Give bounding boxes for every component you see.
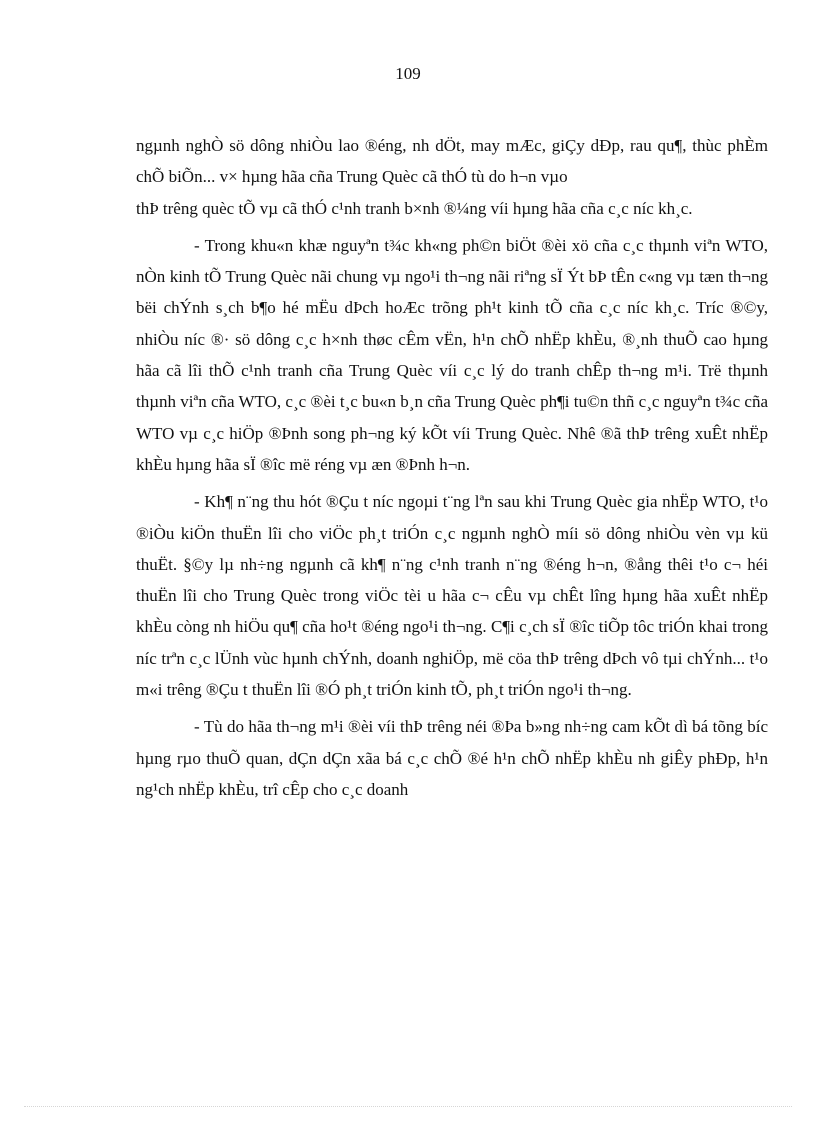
body-text xyxy=(136,130,768,811)
footer-divider xyxy=(24,1106,792,1107)
paragraph-4: - Kh¶ n¨ng thu hót ®Çu t níc ngoµi t¨ng lªn sau khi Trung Quèc gia nhËp WTO, t¹o ®iÒu kiÖn thuËn lîi cho viÖc ph¸t triÓn c¸c ngµnh nghÒ míi sö dông nhiÒu vèn vµ kü thuËt. §©y lµ nh÷ng ngµnh cã kh¶ n¨ng c¹nh tranh n¨ng ®éng h¬n, ®ång thêi t¹o c¬ héi thuËn lîi cho Trung Quèc trong viÖc tèi u hãa c¬ cÊu vµ chÊt lîng hµng hãa xuÊt nhËp khÈu còng nh hiÖu qu¶ cña ho¹t ®éng ngo¹i th¬ng. C¶i c¸ch sÏ ®îc tiÕp tôc triÓn khai trong níc trªn c¸c lÜnh vùc hµnh chÝnh, doanh nghiÖp, më cöa thÞ trêng dÞch vô tµi chÝnh... t¹o m«i trêng ®Çu t thuËn lîi ®Ó ph¸t triÓn kinh tÕ, ph¸t triÓn ngo¹i th¬ng. xyxy=(136,492,768,700)
paragraph-2: thÞ trêng quèc tÕ vµ cã thÓ c¹nh tranh b×nh ®¼ng víi hµng hãa cña c¸c níc kh¸c. xyxy=(136,198,693,218)
paragraph-1: ngµnh nghÒ sö dông nhiÒu lao ®éng, nh dÖt, may mÆc, giÇy dÐp, rau qu¶, thùc phÈm chÕ biÕn... v× hµng hãa cña Trung Quèc cã thÓ tù do h¬n vµo xyxy=(136,136,768,187)
paragraph-5: - Tù do hãa th¬ng m¹i ®èi víi thÞ trêng néi ®Þa b»ng nh÷ng cam kÕt dì bá tõng bíc hµng rµo thuÕ quan, dÇn dÇn xãa bá c¸c chÕ ®é h¹n chÕ nhËp khÈu nh giÊy phÐp, h¹n ng¹ch nhËp khÈu, trî cÊp cho c¸c doanh xyxy=(136,717,768,799)
page-number: 109 xyxy=(395,64,421,83)
paragraph-3: - Trong khu«n khæ nguyªn t¾c kh«ng ph©n biÖt ®èi xö cña c¸c thµnh viªn WTO, nÒn kinh tÕ Trung Quèc nãi chung vµ ngo¹i th¬ng nãi riªng sÏ Ýt bÞ tÊn c«ng vµ tæn th¬ng bëi chÝnh s¸ch b¶o hé mËu dÞch hoÆc trõng ph¹t kinh tÕ cña c¸c níc kh¸c. Tríc ®©y, nhiÒu níc ®· sö dông c¸c h×nh thøc cÊm vËn, h¹n chÕ nhËp khÈu, ®¸nh thuÕ cao hµng hãa cã lîi thÕ c¹nh tranh cña Trung Quèc víi c¸c lý do tranh chÊp th¬ng m¹i. Trë thµnh thµnh viªn cña WTO, c¸c ®èi t¸c bu«n b¸n cña Trung Quèc ph¶i tu©n thñ c¸c nguyªn t¾c cña WTO vµ c¸c hiÖp ®Þnh song ph¬ng ký kÕt víi Trung Quèc. Nhê ®ã thÞ trêng xuÊt nhËp khÈu hµng hãa sÏ ®îc më réng vµ æn ®Þnh h¬n. xyxy=(136,235,768,474)
